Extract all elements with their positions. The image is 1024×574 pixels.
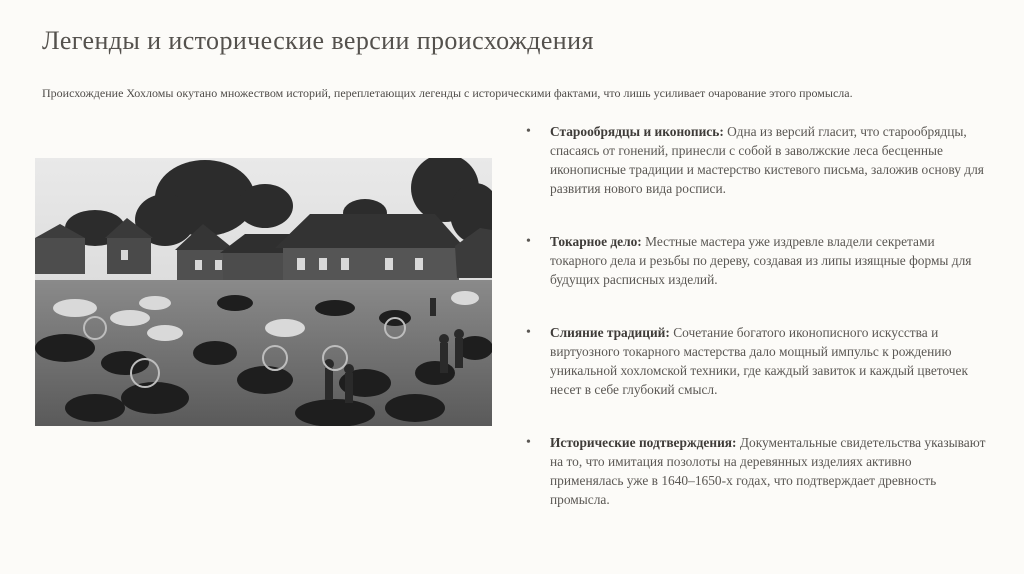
bullet-term: Исторические подтверждения:	[550, 435, 737, 450]
bullet-marker: •	[526, 234, 531, 249]
bullet-item-historical-evidence	[526, 433, 986, 509]
bullet-text: Сочетание богатого иконописного искусства и виртуозного токарного мастерства дало мощный импульс к рождению уникальной хохломской техники, где каждый завиток и каждый цветочек несет в себе глубокий смысл.	[550, 325, 968, 397]
bullet-text: Документальные свидетельства указывают на то, что имитация позолоты на деревянных изделиях активно применялась уже в 1640–1650-х годах, что подтверждает древность промысла.	[550, 435, 986, 507]
bullet-term: Старообрядцы и иконопись:	[550, 124, 724, 139]
bullet-term: Слияние традиций:	[550, 325, 670, 340]
bullet-item-merging-traditions	[526, 323, 986, 399]
village-market-image	[35, 158, 492, 426]
bullet-text: Одна из версий гласит, что старообрядцы, спасаясь от гонений, принесли с собой в заволжские леса бесценные иконописные традиции и мастерство кистевого письма, заложив основу для развития нового вида росписи.	[550, 124, 984, 196]
bullet-list	[526, 122, 986, 543]
historical-village-photo	[35, 158, 492, 426]
bullet-marker: •	[526, 435, 531, 450]
bullet-item-old-believers	[526, 122, 986, 198]
bullet-marker: •	[526, 325, 531, 340]
bullet-text: Местные мастера уже издревле владели секретами токарного дела и резьбы по дереву, создавая из липы изящные формы для будущих расписных изделий.	[550, 234, 972, 287]
bullet-item-turning	[526, 232, 986, 289]
slide-title: Легенды и исторические версии происхождения	[42, 26, 594, 55]
intro-text: Происхождение Хохломы окутано множеством историй, переплетающих легенды с историческими фактами, что лишь усиливает очарование этого промысла.	[42, 86, 853, 100]
bullet-marker: •	[526, 124, 531, 139]
bullet-term: Токарное дело:	[550, 234, 642, 249]
